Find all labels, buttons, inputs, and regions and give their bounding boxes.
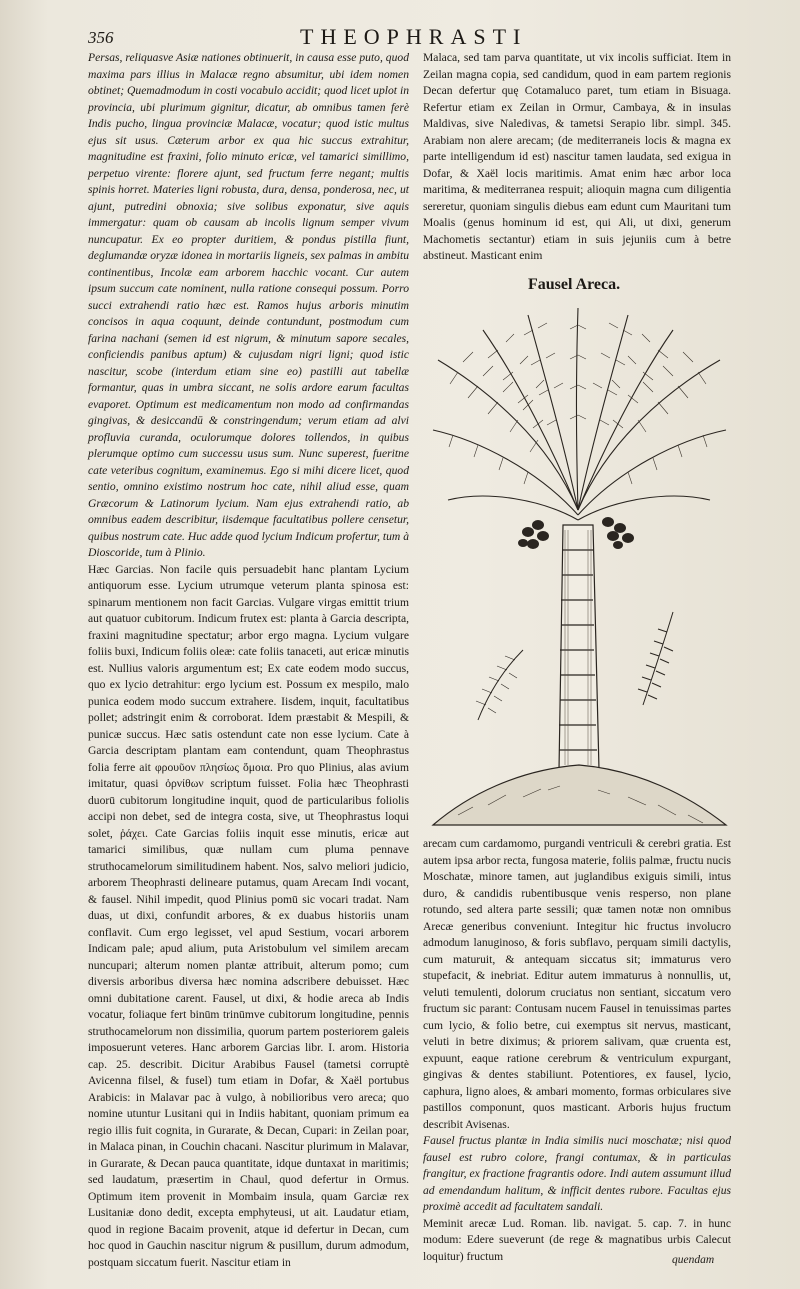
right-paragraph-top: Malaca, sed tam parva quantitate, ut vix incolis sufficiat. Item in Zeilan magna copia, sed candidum, quod in eam partem regionis Decan defertur quę Cotamaluco paret, tum etiam in Bisuaga. Refertur etiam ex Zeilan in Ormur, Cambaya, & in insulas Maldivas, sive Naledivas, & tametsi Serapio libr. simpl. 345. Arabiam non alere arecam; (de mediterraneis locis & magna ex parte intelligendum id est) nascitur tamen laudata, sed exigua in Dofar, & Xaël locis maritimis. Amat enim hæc arbor loca maritima, & mediterranea respuit; alioquin magna cum diligentia sereretur, quoniam singulis diebus eam edunt cum Mauritani tum Moalis (genus hominum id est, qui Ali, ut dixi, generum Machometis sectantur) etiam in suis jejuniis cum à betre abstineut. Masticant enim	[423, 51, 731, 262]
right-paragraph-roman: arecam cum cardamomo, purgandi ventriculi & cerebri gratia. Est autem ipsa arbor recta, fungosa materie, foliis palmæ, fructu nucis Moschatæ, minore tamen, aut juglandibus exiguis simili, intus duro, & candidis rubentibusque venis resperso, non plane rotundo, sed altera parte sessili; quæ tamen notæ non omnibus Arecæ generibus conveniunt. Integitur hic fructus involucro admodum lanuginoso, & foris subflavo, perquam simili dactylis, cum maturuit, & antequam siccatus sit; immaturus vero stupefacit, & inebriat. Editur autem immaturus à nonnullis, ut, veluti temulenti, dolorum cruciatus non sentiant, siccatum vero fructum sic parant: Contusam nucem Fausel in tenuissimas partes cum lycio, & folio betre, cui exemptus sit nervus, masticant, veluti in betre diximus; & priorem salivam, quæ cruenta est, expuunt, eaque ratione cerebrum & ventriculum expurgant, gingivas & dentes stabiliunt. Potentiores, ex fausel, lycio, caphura, ligno aloes, & ambari momento, formas orbiculares sive pastillos componunt, quos masticant. Arboris hujus fructum describit Avisenas.	[423, 837, 731, 1131]
left-text-column	[88, 50, 409, 1271]
loose-frond-right	[638, 612, 673, 705]
areca-palm-woodcut	[428, 300, 731, 830]
frond-leaflets	[449, 323, 707, 484]
ground-mound	[433, 765, 726, 825]
right-text-column-bottom	[423, 836, 731, 1265]
running-head: THEOPHRASTI	[300, 24, 528, 49]
left-paragraph-roman: Hæc Garcias. Non facile quis persuadebit hanc plantam Lycium antiquorum esse. Lycium utrumque veterum planta spinosa est: spinarum mentionem non facit Garcias. Vulgare virgas emittit trium aut quatuor cubitorum. Indicum frutex est: planta à Garcia descripta, fraxini magnitudine spectatur; arbor ergo magna. Lycium vulgare foliis buxi, Indicum foliis oleæ: cate foliis tanaceti, aut ericæ minutis est. Nullius valoris argumentum est; Ex cate eodem modo succus, quo ex lycio detrahitur: ergo lycium est. Possum ex mespilo, malo punica eodem modo succum extrahere. Iisdem, inquit, facultatibus pollet; adstringit enim & corroborat. Idem præstabit & Mespili, & punicæ succus. Hæc satis ostendunt cate non esse lycium. Cate à Garcia descriptam plantam eam contendunt, quam Theophrastus folia ferre ait φρουῦον πλησίως ὅμοια. Pro quo Plinius, alas avium imitatur, quasi ὀρνίθων scriptum fuisset. Folia hæc Theophrasti duorū cubitorum longitudine inquit, quod de particularibus foliolis accipi non debet, sed de integra costa, sive, ut Theophrastus loqui solet, ῥάχει. Cate Garcias foliis inquit esse minutis, ericæ aut tamarici similibus, quæ nullam cum pluma pennave struthocamelorum similitudinem habent. Nos, salvo meliori judicio, arborem Theophrasti delineare putamus, quam Arecam Indi vocant, & fausel. Nihil impedit, quod Plinius pomū sic vocari tradat. Nam duas, ut dixi, confundit arbores, & ex duabus historiis unam conflavit. Cum ergo legisset, vel apud Sestium, vocari arborem Indicam pale; apud alium, puta Aristobulum vel similem arecam nuncupari; alterum nomen plantæ attribuit, alterum pomo; cum diversis arboribus diversa hæc nomina adscribere debuisset. Hæc omni dubitatione carent. Fausel, ut dixi, & hodie areca ab Indis vocatur, foliaque fert binūm trinūmve cubitorum longitudine, pennis struthocamelorum non dissimilia, quorum partem posteriorem galeis imposuerunt veteres. Hanc arborem Garcias libr. I. arom. Historia cap. 25. describit. Dicitur Arabibus Fausel (tametsi corruptè Avicenna filsel, & fusel) tum etiam in Dofar, & Xaël portubus Arabicis: in Malavar pac à vulgo, à nobilioribus vero areca; quo nomine utuntur Lusitani qui in Indiis habitant, quoniam primum ea regio illis fuit cognita, in Gurarate, & Decan, Cupari: in Zeilan poar, in Malaca pinan, in Couchin chacani. Nascitur plurimum in Malavar, in Gurarate, & Decan pauca quantitate, idque duntaxat in maritimis; sed laudatum, præsertim in Chaul, quod defertur in Ormus. Optimum item provenit in Mombaim insula, quam Garciæ rex Lusitaniæ dono dedit, excepta emphyteusi, ut ait. Laudatur etiam, quod in regione Bacaim provenit, atque id defertur in Decan, cum hoc quod in Gauchin nascitur nigrum & pusillum, durum admodum, postquam siccatum fuerit. Nascitur etiam in	[88, 562, 409, 1269]
fronds-crown	[433, 308, 726, 520]
figure-caption: Fausel Areca.	[528, 276, 621, 293]
right-text-column-top	[423, 50, 731, 265]
loose-frond-left	[476, 650, 523, 720]
right-paragraph-italic-quote: Fausel fructus plantæ in India similis nuci moschatæ; nisi quod fausel est rubro colore, frangi contumax, & in particulas frangitur, ex fractione fragrantis odore. Indi autem assumunt illud ad emendandum halitum, & infficit dentes rubore. Facultas ejus proximè accedit ad facultatem sandali.	[423, 1134, 731, 1213]
catchword: quendam	[672, 1254, 715, 1266]
page-number: 356	[88, 28, 114, 47]
right-paragraph-closing: Meminit arecæ Lud. Roman. lib. navigat. 5. cap. 7. in hunc modum: Edere sueverunt (de rege & magnatibus urbis Calecut loquitur) fructum	[423, 1216, 731, 1263]
left-paragraph-italic: Persas, reliquasve Asiæ nationes obtinuerit, in causa esse puto, quod maxima pars illius in Malacæ regno absumitur, ubi idem nomen obtinet; Quemadmodum in costi vocabulo accidit; quod licet uplot in provincia, ubi plurimum gignitur, dicatur, ab omnibus tamen ferè Indis pucho, lingua provinciæ Malacæ, vocatur; quod istic multus ejus sit usus. Cæterum arbor ex qua hic succus extrahitur, magnitudine est fraxini, folio minuto ericæ, vel tamarici simillimo, perpetuo virente: florere ajunt, sed fructum ferre negant; multis spinis horret. Materies ligni robusta, dura, densa, ponderosa, nec, ut ajunt, putredini obnoxia; sive solibus exponatur, sive aquis immergatur: quam ob causam ab incolis lignum semper vivum nuncupatur. Ex eo propter duritiem, & pondus pistilla fiunt, deglumandæ oryzæ idonea in mortariis ligneis, sex palmas in ambitu continentibus, Incolæ eam arborem hacchic vocant. Cur autem ipsum succum cate nominent, nulla ratione consequi possum. Porro succi extrahendi ratio hæc est. Ramos hujus arboris minutim concisos in aqua coquunt, deinde contundunt, postmodum cum farina nachani (semen id est nigrum, & minutum sapore secales, conficiendis panibus aptum) & cujusdam nigri ligni; quod istic nascitur, scobe (interdum etiam sine eo) pastilli aut tabellæ formantur, quas in umbra siccant, ne solis ardore earum facultas evaporet. Optimum est medicamentum non modo ad confirmandas gingivas, & desiccandū & constringendum; verum etiam ad alvi profluvia curanda, oculorumque dolores tollendos, in quibus plerumque optimo cum successu usus sum. Nunc superest, fueritne cate veteribus cognitum, examinemus. Ego si mihi dicere licet, quod sentio, omnino existimo nostrum hoc cate, nihil aliud esse, quam Græcorum & Latinorum lycium. Nam ejus extrahendi ratio, ab omnibus eadem describitur, iisdemque facultatibus pollere censetur, quibus nostrum cate. Huc adde quod lycium Indicum profertur, tum à Dioscoride, tum à Plinio.	[88, 51, 409, 559]
